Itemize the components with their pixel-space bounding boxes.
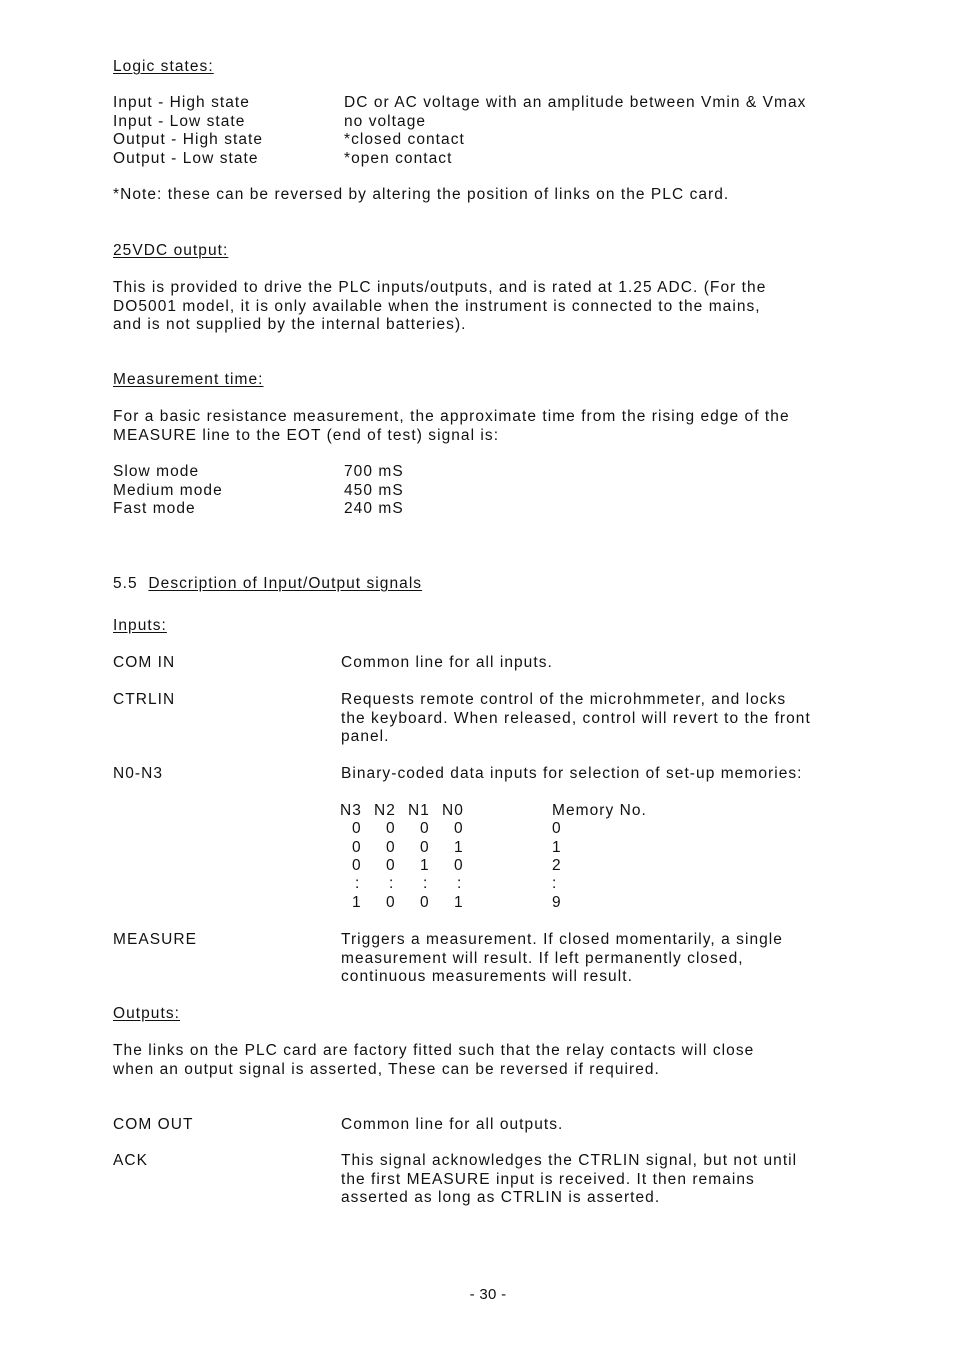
signal-desc-measure — [341, 931, 783, 987]
logic-states-heading: Logic states: — [113, 58, 214, 75]
mode-values — [344, 463, 404, 519]
table-header-n1: N1 — [408, 802, 430, 819]
signal-desc-com-in: Common line for all inputs. — [341, 654, 553, 671]
signal-label-ack: ACK — [113, 1152, 149, 1169]
paragraph-line: For a basic resistance measurement, the approximate time from the rising edge of the — [113, 408, 790, 425]
table-cell: 1 — [420, 857, 430, 874]
vdc-heading: 25VDC output: — [113, 242, 229, 259]
table-cell-memory: : — [552, 875, 558, 892]
paragraph-line: DO5001 model, it is only available when the instrument is connected to the mains, — [113, 297, 761, 315]
table-cell: 0 — [420, 839, 430, 856]
paragraph-line: This is provided to drive the PLC inputs/outputs, and is rated at 1.25 ADC. (For the — [113, 279, 767, 296]
table-cell-memory: 9 — [552, 894, 562, 911]
table-cell: 0 — [386, 820, 396, 837]
table-cell: : — [389, 875, 395, 892]
table-cell: 0 — [386, 857, 396, 874]
table-header-n0: N0 — [442, 802, 464, 819]
table-cell-memory: 0 — [552, 820, 562, 837]
logic-note: *Note: these can be reversed by altering the position of links on the PLC card. — [113, 186, 730, 203]
table-cell: 0 — [352, 820, 362, 837]
signal-label-com-out: COM OUT — [113, 1116, 194, 1133]
table-header-n2: N2 — [374, 802, 396, 819]
vdc-paragraph — [113, 279, 766, 335]
logic-labels — [113, 94, 263, 168]
table-cell: 1 — [454, 839, 464, 856]
table-cell: : — [423, 875, 429, 892]
table-cell: : — [457, 875, 463, 892]
logic-label: Output - Low state — [113, 149, 259, 167]
outputs-paragraph — [113, 1042, 754, 1079]
section-title: Description of Input/Output signals — [148, 575, 423, 592]
mode-value: 240 mS — [344, 500, 404, 517]
mode-label: Fast mode — [113, 500, 196, 517]
mode-value: 700 mS — [344, 463, 404, 480]
logic-label: Input - High state — [113, 94, 250, 111]
table-cell: : — [355, 875, 361, 892]
mode-labels — [113, 463, 223, 519]
logic-value: no voltage — [344, 112, 427, 130]
logic-values — [344, 94, 806, 168]
table-cell: 0 — [352, 839, 362, 856]
measurement-time-paragraph — [113, 408, 790, 445]
table-cell: 0 — [352, 857, 362, 874]
mode-label: Slow mode — [113, 463, 200, 480]
paragraph-line: measurement will result. If left permanently closed, — [341, 949, 744, 967]
mode-value: 450 mS — [344, 481, 404, 499]
signal-label-ctrlin: CTRLIN — [113, 691, 176, 708]
signal-desc-com-out: Common line for all outputs. — [341, 1116, 564, 1133]
logic-value: DC or AC voltage with an amplitude between Vmin & Vmax — [344, 94, 807, 111]
table-cell: 0 — [386, 894, 396, 911]
logic-value: *closed contact — [344, 131, 465, 148]
paragraph-line: the keyboard. When released, control will revert to the front — [341, 709, 811, 727]
logic-value: *open contact — [344, 149, 453, 167]
signal-desc-ack — [341, 1152, 797, 1208]
paragraph-line: panel. — [341, 728, 390, 745]
table-cell: 1 — [454, 894, 464, 911]
signal-desc-ctrlin — [341, 691, 811, 747]
signal-desc-n0-n3: Binary-coded data inputs for selection of set-up memories: — [341, 765, 803, 782]
table-cell-memory: 2 — [552, 857, 562, 874]
measurement-time-heading: Measurement time: — [113, 371, 264, 388]
paragraph-line: continuous measurements will result. — [341, 968, 633, 985]
table-cell: 0 — [386, 839, 396, 856]
paragraph-line: MEASURE line to the EOT (end of test) signal is: — [113, 426, 500, 444]
paragraph-line: This signal acknowledges the CTRLIN signal, but not until — [341, 1152, 798, 1169]
table-cell: 0 — [420, 894, 430, 911]
table-cell: 0 — [454, 820, 464, 837]
table-header-memory: Memory No. — [552, 802, 647, 819]
paragraph-line: Requests remote control of the microhmmeter, and locks — [341, 691, 787, 708]
signal-label-n0-n3: N0-N3 — [113, 765, 164, 782]
paragraph-line: Triggers a measurement. If closed momentarily, a single — [341, 931, 783, 948]
table-cell-memory: 1 — [552, 839, 562, 856]
table-cell: 0 — [454, 857, 464, 874]
section-heading — [113, 575, 422, 594]
paragraph-line: the first MEASURE input is received. It then remains — [341, 1170, 755, 1188]
page-number: - 30 - — [469, 1286, 507, 1303]
section-number: 5.5 — [113, 575, 138, 592]
table-cell: 1 — [352, 894, 362, 911]
inputs-heading: Inputs: — [113, 617, 167, 634]
paragraph-line: when an output signal is asserted, These can be reversed if required. — [113, 1060, 660, 1078]
paragraph-line: The links on the PLC card are factory fitted such that the relay contacts will close — [113, 1042, 755, 1059]
table-header-n3: N3 — [340, 802, 362, 819]
mode-label: Medium mode — [113, 481, 223, 499]
paragraph-line: asserted as long as CTRLIN is asserted. — [341, 1189, 661, 1206]
table-cell: 0 — [420, 820, 430, 837]
signal-label-com-in: COM IN — [113, 654, 176, 671]
signal-label-measure: MEASURE — [113, 931, 198, 948]
logic-label: Input - Low state — [113, 112, 246, 130]
paragraph-line: and is not supplied by the internal batteries). — [113, 316, 467, 333]
logic-label: Output - High state — [113, 131, 264, 148]
outputs-heading: Outputs: — [113, 1005, 180, 1022]
